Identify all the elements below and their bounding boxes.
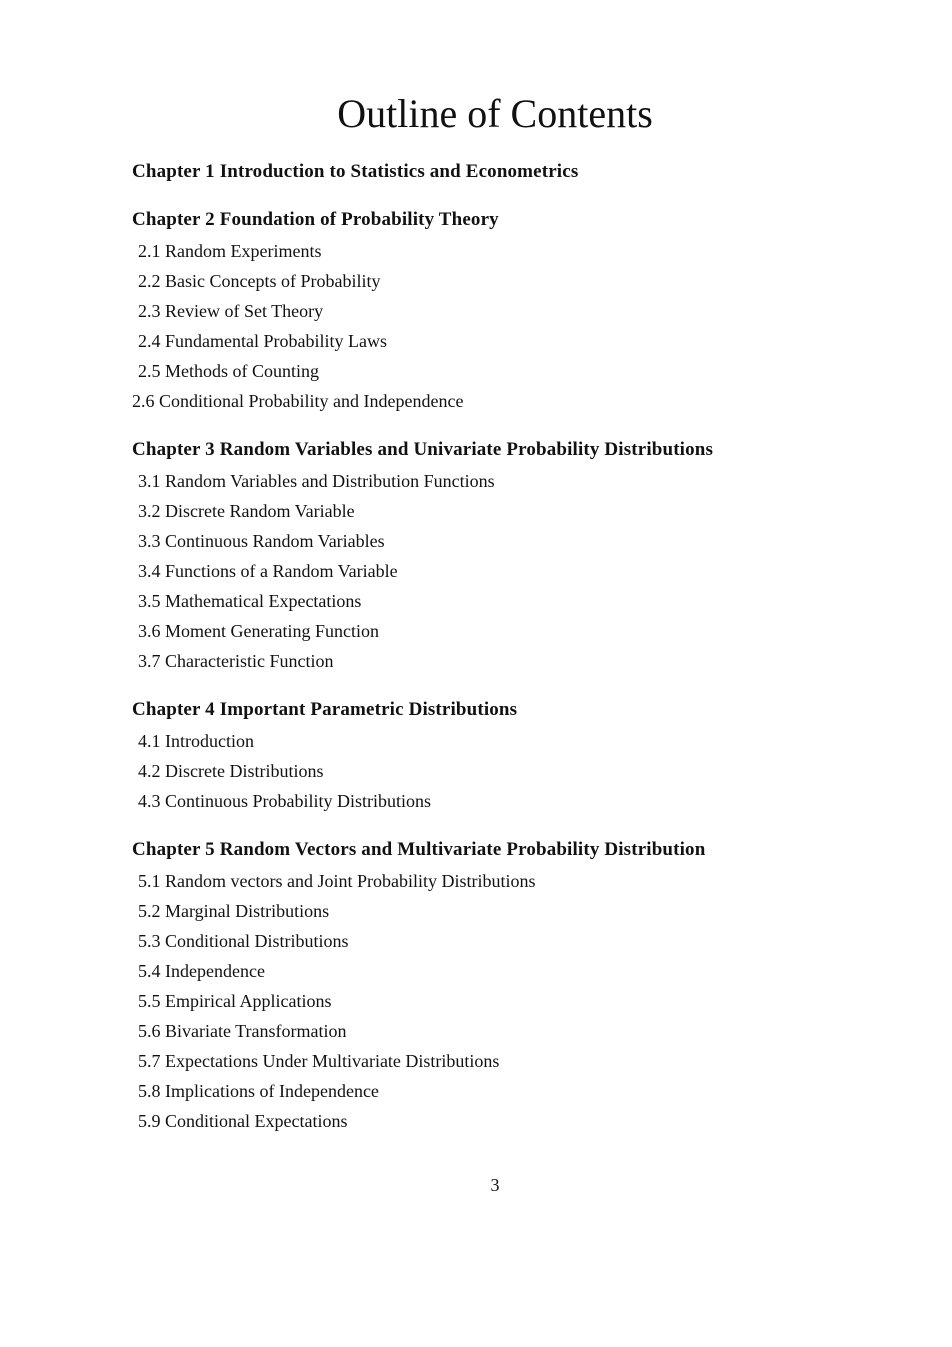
section-list [132,236,852,416]
section-item: 5.2 Marginal Distributions [138,901,330,921]
section-item: 2.1 Random Experiments [138,241,322,261]
section-item: 3.6 Moment Generating Function [138,621,379,641]
section-item: 2.3 Review of Set Theory [138,301,324,321]
section-item: 3.4 Functions of a Random Variable [138,561,398,581]
chapter-1 [132,158,852,186]
chapter-heading: Chapter 1 Introduction to Statistics and Econometrics [132,161,579,182]
section-item: 5.9 Conditional Expectations [138,1111,348,1131]
page-title: Outline of Contents [337,91,653,136]
section-list [132,466,852,676]
section-item: 2.5 Methods of Counting [138,361,320,381]
section-item: 2.2 Basic Concepts of Probability [138,271,381,291]
chapter-5 [132,836,852,1136]
chapter-heading: Chapter 2 Foundation of Probability Theory [132,209,499,230]
chapter-4 [132,696,852,816]
page-number: 3 [490,1175,500,1195]
section-list [132,726,852,816]
chapter-3 [132,436,852,676]
section-item: 2.6 Conditional Probability and Independence [132,391,464,411]
section-item: 3.1 Random Variables and Distribution Functions [138,471,495,491]
chapter-2 [132,206,852,416]
section-item: 3.2 Discrete Random Variable [138,501,355,521]
section-item: 4.1 Introduction [138,731,254,751]
chapter-heading: Chapter 4 Important Parametric Distributions [132,699,518,720]
section-item: 5.6 Bivariate Transformation [138,1021,347,1041]
chapter-heading: Chapter 3 Random Variables and Univariate Probability Distributions [132,439,714,460]
section-item: 2.4 Fundamental Probability Laws [138,331,387,351]
section-item: 3.5 Mathematical Expectations [138,591,362,611]
section-item: 4.3 Continuous Probability Distributions [138,791,432,811]
section-item: 3.7 Characteristic Function [138,651,334,671]
section-item: 5.5 Empirical Applications [138,991,332,1011]
section-item: 3.3 Continuous Random Variables [138,531,385,551]
section-item: 5.4 Independence [138,961,265,981]
section-item: 4.2 Discrete Distributions [138,761,324,781]
section-item: 5.3 Conditional Distributions [138,931,349,951]
section-list [132,866,852,1136]
section-item: 5.1 Random vectors and Joint Probability Distributions [138,871,536,891]
chapter-heading: Chapter 5 Random Vectors and Multivariate Probability Distribution [132,839,706,860]
table-of-contents [132,158,852,1156]
section-item: 5.8 Implications of Independence [138,1081,379,1101]
section-item: 5.7 Expectations Under Multivariate Distributions [138,1051,500,1071]
